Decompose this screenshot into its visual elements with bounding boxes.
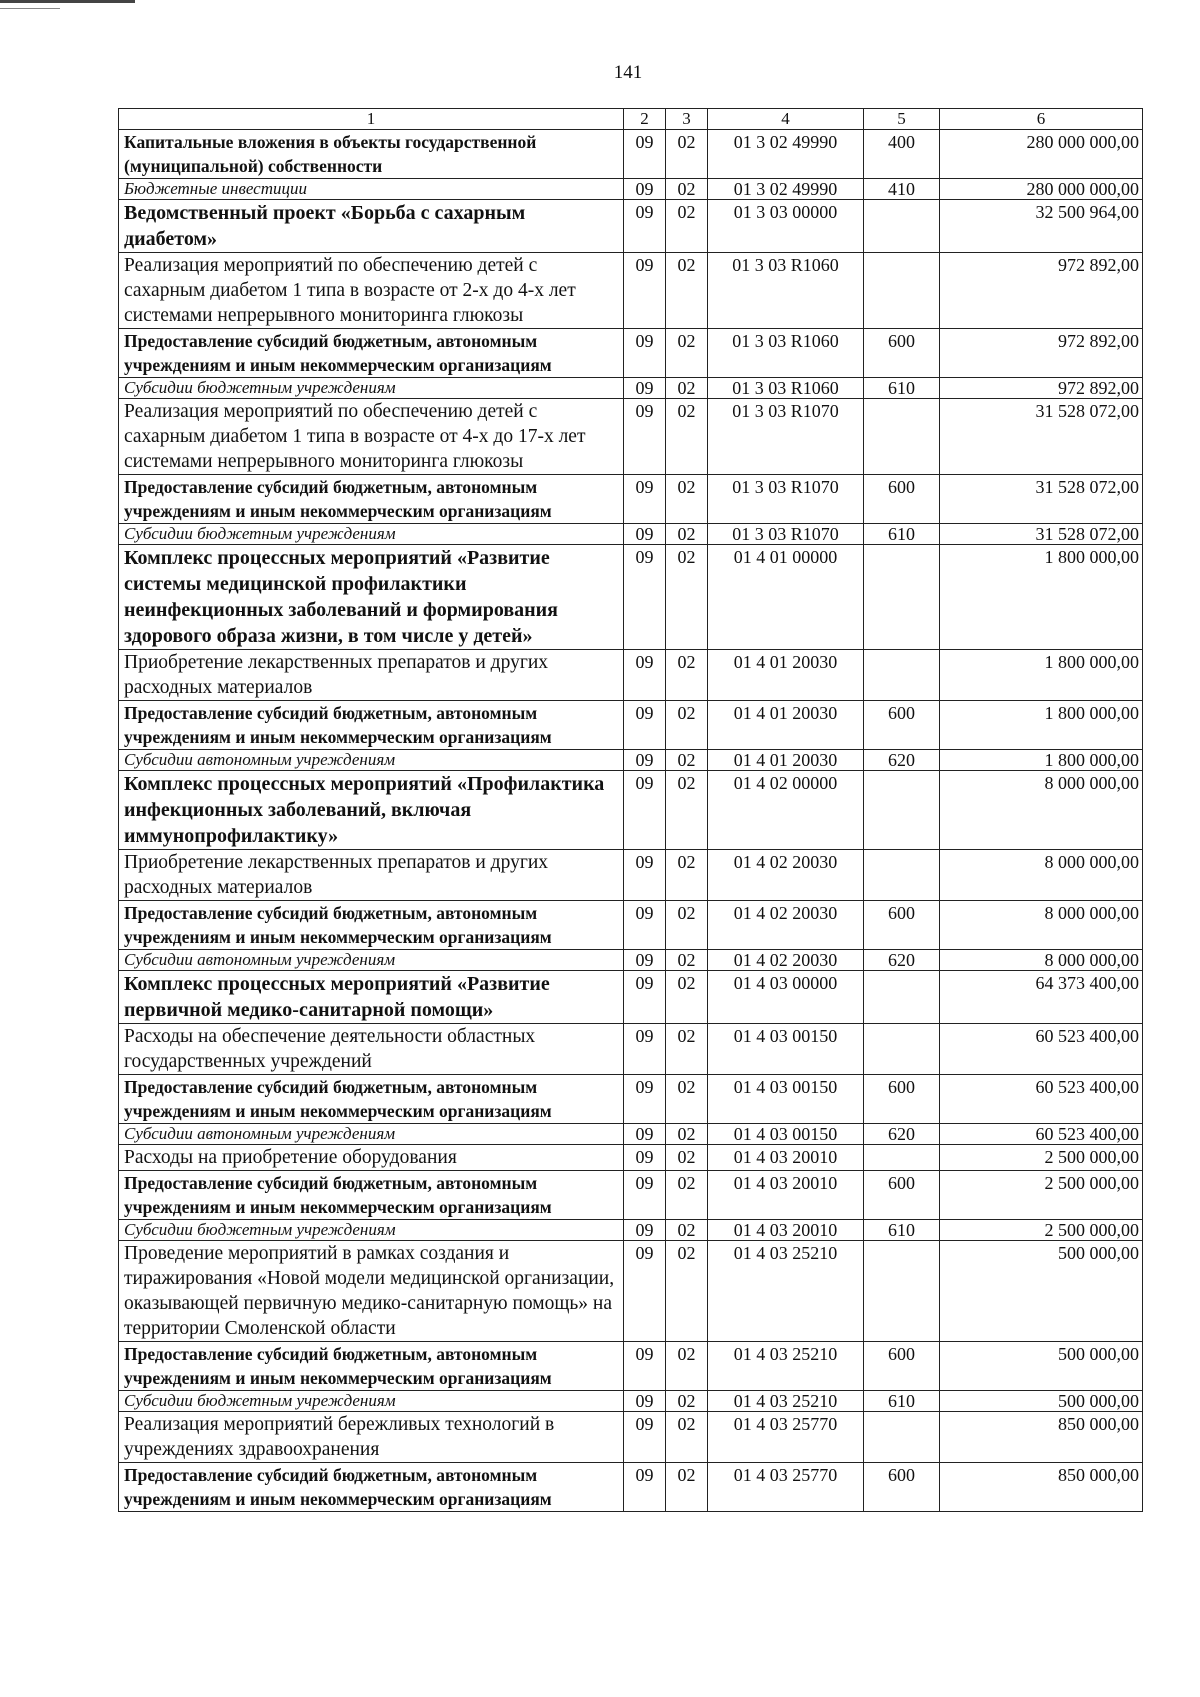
budget-table-body xyxy=(119,109,1143,1512)
subsection-code-cell: 02 xyxy=(666,1391,708,1412)
subsection-code-cell: 02 xyxy=(666,771,708,850)
amount-cell: 500 000,00 xyxy=(940,1391,1143,1412)
header-col-3: 3 xyxy=(666,109,708,130)
target-item-code-cell: 01 4 03 20010 xyxy=(708,1220,864,1241)
section-code-cell: 09 xyxy=(624,650,666,701)
header-col-6: 6 xyxy=(940,109,1143,130)
item-name-cell: Субсидии автономным учреждениям xyxy=(119,1124,624,1145)
section-code-cell: 09 xyxy=(624,1412,666,1463)
table-row xyxy=(119,1075,1143,1124)
item-name-cell: Реализация мероприятий по обеспечению детей с сахарным диабетом 1 типа в возрасте от 2-х до 4-х лет системами непрерывного мониторинга глюкозы xyxy=(119,253,624,329)
target-item-code-cell: 01 3 02 49990 xyxy=(708,130,864,179)
table-row xyxy=(119,1124,1143,1145)
subsection-code-cell: 02 xyxy=(666,1024,708,1075)
table-row xyxy=(119,1145,1143,1171)
subsection-code-cell: 02 xyxy=(666,1412,708,1463)
target-item-code-cell: 01 4 01 20030 xyxy=(708,650,864,701)
table-row xyxy=(119,179,1143,200)
table-row xyxy=(119,378,1143,399)
section-code-cell: 09 xyxy=(624,399,666,475)
amount-cell: 8 000 000,00 xyxy=(940,771,1143,850)
item-name-cell: Комплекс процессных мероприятий «Развитие системы медицинской профилактики неинфекционных заболеваний и формирования здорового образа жизни, в том числе у детей» xyxy=(119,545,624,650)
item-name-cell: Предоставление субсидий бюджетным, автономным учреждениям и иным некоммерческим организациям xyxy=(119,329,624,378)
section-code-cell: 09 xyxy=(624,329,666,378)
section-code-cell: 09 xyxy=(624,1220,666,1241)
target-item-code-cell: 01 4 03 20010 xyxy=(708,1171,864,1220)
item-name-cell: Капитальные вложения в объекты государственной (муниципальной) собственности xyxy=(119,130,624,179)
section-code-cell: 09 xyxy=(624,1463,666,1512)
section-code-cell: 09 xyxy=(624,475,666,524)
section-code-cell: 09 xyxy=(624,545,666,650)
table-row xyxy=(119,1391,1143,1412)
target-item-code-cell: 01 4 02 20030 xyxy=(708,901,864,950)
expense-type-cell xyxy=(864,971,940,1024)
amount-cell: 1 800 000,00 xyxy=(940,650,1143,701)
amount-cell: 2 500 000,00 xyxy=(940,1220,1143,1241)
item-name-cell: Субсидии автономным учреждениям xyxy=(119,750,624,771)
target-item-code-cell: 01 4 03 25210 xyxy=(708,1342,864,1391)
table-row xyxy=(119,253,1143,329)
section-code-cell: 09 xyxy=(624,1391,666,1412)
item-name-cell: Проведение мероприятий в рамках создания и тиражирования «Новой модели медицинской организации, оказывающей первичную медико-санитарную помощь» на территории Смоленской области xyxy=(119,1241,624,1342)
subsection-code-cell: 02 xyxy=(666,971,708,1024)
section-code-cell: 09 xyxy=(624,750,666,771)
subsection-code-cell: 02 xyxy=(666,1145,708,1171)
header-col-1: 1 xyxy=(119,109,624,130)
section-code-cell: 09 xyxy=(624,771,666,850)
expense-type-cell: 620 xyxy=(864,750,940,771)
subsection-code-cell: 02 xyxy=(666,701,708,750)
target-item-code-cell: 01 4 01 20030 xyxy=(708,750,864,771)
expense-type-cell: 600 xyxy=(864,1075,940,1124)
table-row xyxy=(119,1412,1143,1463)
expense-type-cell: 410 xyxy=(864,179,940,200)
item-name-cell: Предоставление субсидий бюджетным, автономным учреждениям и иным некоммерческим организациям xyxy=(119,475,624,524)
expense-type-cell: 600 xyxy=(864,1342,940,1391)
target-item-code-cell: 01 3 03 R1070 xyxy=(708,399,864,475)
item-name-cell: Комплекс процессных мероприятий «Развитие первичной медико-санитарной помощи» xyxy=(119,971,624,1024)
target-item-code-cell: 01 4 03 00150 xyxy=(708,1075,864,1124)
target-item-code-cell: 01 3 03 R1070 xyxy=(708,524,864,545)
amount-cell: 32 500 964,00 xyxy=(940,200,1143,253)
section-code-cell: 09 xyxy=(624,253,666,329)
section-code-cell: 09 xyxy=(624,130,666,179)
expense-type-cell: 610 xyxy=(864,524,940,545)
table-row xyxy=(119,200,1143,253)
table-row xyxy=(119,1220,1143,1241)
table-row xyxy=(119,1241,1143,1342)
section-code-cell: 09 xyxy=(624,1145,666,1171)
item-name-cell: Субсидии бюджетным учреждениям xyxy=(119,1220,624,1241)
table-row xyxy=(119,771,1143,850)
target-item-code-cell: 01 4 03 00150 xyxy=(708,1124,864,1145)
item-name-cell: Предоставление субсидий бюджетным, автономным учреждениям и иным некоммерческим организациям xyxy=(119,1075,624,1124)
expense-type-cell: 600 xyxy=(864,1171,940,1220)
section-code-cell: 09 xyxy=(624,901,666,950)
section-code-cell: 09 xyxy=(624,701,666,750)
amount-cell: 60 523 400,00 xyxy=(940,1124,1143,1145)
subsection-code-cell: 02 xyxy=(666,950,708,971)
amount-cell: 31 528 072,00 xyxy=(940,399,1143,475)
item-name-cell: Реализация мероприятий бережливых технологий в учреждениях здравоохранения xyxy=(119,1412,624,1463)
target-item-code-cell: 01 3 03 R1060 xyxy=(708,253,864,329)
amount-cell: 972 892,00 xyxy=(940,329,1143,378)
item-name-cell: Предоставление субсидий бюджетным, автономным учреждениям и иным некоммерческим организациям xyxy=(119,901,624,950)
expense-type-cell: 600 xyxy=(864,1463,940,1512)
section-code-cell: 09 xyxy=(624,850,666,901)
expense-type-cell: 620 xyxy=(864,1124,940,1145)
expense-type-cell: 600 xyxy=(864,475,940,524)
subsection-code-cell: 02 xyxy=(666,1241,708,1342)
section-code-cell: 09 xyxy=(624,179,666,200)
expense-type-cell xyxy=(864,850,940,901)
subsection-code-cell: 02 xyxy=(666,329,708,378)
amount-cell: 31 528 072,00 xyxy=(940,524,1143,545)
section-code-cell: 09 xyxy=(624,200,666,253)
expense-type-cell xyxy=(864,545,940,650)
item-name-cell: Предоставление субсидий бюджетным, автономным учреждениям и иным некоммерческим организациям xyxy=(119,1171,624,1220)
item-name-cell: Приобретение лекарственных препаратов и других расходных материалов xyxy=(119,650,624,701)
expense-type-cell: 600 xyxy=(864,701,940,750)
target-item-code-cell: 01 3 03 00000 xyxy=(708,200,864,253)
expense-type-cell: 600 xyxy=(864,329,940,378)
subsection-code-cell: 02 xyxy=(666,850,708,901)
item-name-cell: Расходы на приобретение оборудования xyxy=(119,1145,624,1171)
item-name-cell: Субсидии бюджетным учреждениям xyxy=(119,378,624,399)
amount-cell: 280 000 000,00 xyxy=(940,130,1143,179)
section-code-cell: 09 xyxy=(624,950,666,971)
target-item-code-cell: 01 4 03 20010 xyxy=(708,1145,864,1171)
item-name-cell: Субсидии бюджетным учреждениям xyxy=(119,524,624,545)
subsection-code-cell: 02 xyxy=(666,200,708,253)
expense-type-cell: 400 xyxy=(864,130,940,179)
expense-type-cell xyxy=(864,650,940,701)
subsection-code-cell: 02 xyxy=(666,130,708,179)
item-name-cell: Расходы на обеспечение деятельности областных государственных учреждений xyxy=(119,1024,624,1075)
item-name-cell: Приобретение лекарственных препаратов и других расходных материалов xyxy=(119,850,624,901)
subsection-code-cell: 02 xyxy=(666,378,708,399)
item-name-cell: Предоставление субсидий бюджетным, автономным учреждениям и иным некоммерческим организациям xyxy=(119,701,624,750)
table-row xyxy=(119,524,1143,545)
section-code-cell: 09 xyxy=(624,1241,666,1342)
section-code-cell: 09 xyxy=(624,1024,666,1075)
subsection-code-cell: 02 xyxy=(666,750,708,771)
subsection-code-cell: 02 xyxy=(666,179,708,200)
amount-cell: 1 800 000,00 xyxy=(940,545,1143,650)
subsection-code-cell: 02 xyxy=(666,524,708,545)
expense-type-cell: 620 xyxy=(864,950,940,971)
expense-type-cell xyxy=(864,1145,940,1171)
amount-cell: 2 500 000,00 xyxy=(940,1171,1143,1220)
section-code-cell: 09 xyxy=(624,378,666,399)
table-row xyxy=(119,545,1143,650)
expense-type-cell xyxy=(864,1024,940,1075)
amount-cell: 972 892,00 xyxy=(940,253,1143,329)
subsection-code-cell: 02 xyxy=(666,1342,708,1391)
target-item-code-cell: 01 4 02 20030 xyxy=(708,950,864,971)
subsection-code-cell: 02 xyxy=(666,253,708,329)
table-row xyxy=(119,399,1143,475)
item-name-cell: Субсидии бюджетным учреждениям xyxy=(119,1391,624,1412)
expense-type-cell: 610 xyxy=(864,1391,940,1412)
amount-cell: 8 000 000,00 xyxy=(940,901,1143,950)
target-item-code-cell: 01 4 02 00000 xyxy=(708,771,864,850)
table-row xyxy=(119,850,1143,901)
header-col-4: 4 xyxy=(708,109,864,130)
amount-cell: 1 800 000,00 xyxy=(940,750,1143,771)
amount-cell: 8 000 000,00 xyxy=(940,850,1143,901)
item-name-cell: Ведомственный проект «Борьба с сахарным диабетом» xyxy=(119,200,624,253)
amount-cell: 31 528 072,00 xyxy=(940,475,1143,524)
page-number: 141 xyxy=(613,62,643,83)
target-item-code-cell: 01 4 03 00150 xyxy=(708,1024,864,1075)
amount-cell: 60 523 400,00 xyxy=(940,1024,1143,1075)
scan-edge-mark xyxy=(0,8,60,9)
amount-cell: 1 800 000,00 xyxy=(940,701,1143,750)
expense-type-cell xyxy=(864,200,940,253)
amount-cell: 8 000 000,00 xyxy=(940,950,1143,971)
table-row xyxy=(119,971,1143,1024)
item-name-cell: Комплекс процессных мероприятий «Профилактика инфекционных заболеваний, включая иммунопрофилактику» xyxy=(119,771,624,850)
item-name-cell: Субсидии автономным учреждениям xyxy=(119,950,624,971)
section-code-cell: 09 xyxy=(624,1075,666,1124)
amount-cell: 850 000,00 xyxy=(940,1412,1143,1463)
table-row xyxy=(119,750,1143,771)
item-name-cell: Бюджетные инвестиции xyxy=(119,179,624,200)
table-row xyxy=(119,329,1143,378)
amount-cell: 500 000,00 xyxy=(940,1241,1143,1342)
section-code-cell: 09 xyxy=(624,971,666,1024)
expense-type-cell xyxy=(864,1412,940,1463)
table-row xyxy=(119,901,1143,950)
target-item-code-cell: 01 4 03 25210 xyxy=(708,1391,864,1412)
table-row xyxy=(119,650,1143,701)
table-row xyxy=(119,1342,1143,1391)
budget-table xyxy=(118,108,1143,1512)
expense-type-cell xyxy=(864,399,940,475)
expense-type-cell xyxy=(864,253,940,329)
table-row xyxy=(119,950,1143,971)
subsection-code-cell: 02 xyxy=(666,1171,708,1220)
amount-cell: 972 892,00 xyxy=(940,378,1143,399)
target-item-code-cell: 01 3 02 49990 xyxy=(708,179,864,200)
expense-type-cell: 600 xyxy=(864,901,940,950)
target-item-code-cell: 01 4 03 25770 xyxy=(708,1412,864,1463)
target-item-code-cell: 01 4 01 00000 xyxy=(708,545,864,650)
table-row xyxy=(119,1024,1143,1075)
target-item-code-cell: 01 3 03 R1060 xyxy=(708,329,864,378)
header-col-2: 2 xyxy=(624,109,666,130)
target-item-code-cell: 01 4 02 20030 xyxy=(708,850,864,901)
amount-cell: 850 000,00 xyxy=(940,1463,1143,1512)
scan-edge-mark xyxy=(0,0,135,3)
subsection-code-cell: 02 xyxy=(666,901,708,950)
item-name-cell: Предоставление субсидий бюджетным, автономным учреждениям и иным некоммерческим организациям xyxy=(119,1463,624,1512)
target-item-code-cell: 01 4 01 20030 xyxy=(708,701,864,750)
expense-type-cell: 610 xyxy=(864,1220,940,1241)
table-row xyxy=(119,130,1143,179)
expense-type-cell xyxy=(864,1241,940,1342)
table-header-row xyxy=(119,109,1143,130)
table-row xyxy=(119,1463,1143,1512)
amount-cell: 60 523 400,00 xyxy=(940,1075,1143,1124)
subsection-code-cell: 02 xyxy=(666,545,708,650)
amount-cell: 64 373 400,00 xyxy=(940,971,1143,1024)
expense-type-cell: 610 xyxy=(864,378,940,399)
table-row xyxy=(119,701,1143,750)
target-item-code-cell: 01 3 03 R1070 xyxy=(708,475,864,524)
amount-cell: 500 000,00 xyxy=(940,1342,1143,1391)
item-name-cell: Предоставление субсидий бюджетным, автономным учреждениям и иным некоммерческим организациям xyxy=(119,1342,624,1391)
subsection-code-cell: 02 xyxy=(666,650,708,701)
amount-cell: 2 500 000,00 xyxy=(940,1145,1143,1171)
amount-cell: 280 000 000,00 xyxy=(940,179,1143,200)
header-col-5: 5 xyxy=(864,109,940,130)
subsection-code-cell: 02 xyxy=(666,1075,708,1124)
section-code-cell: 09 xyxy=(624,524,666,545)
subsection-code-cell: 02 xyxy=(666,1124,708,1145)
subsection-code-cell: 02 xyxy=(666,399,708,475)
subsection-code-cell: 02 xyxy=(666,475,708,524)
section-code-cell: 09 xyxy=(624,1171,666,1220)
item-name-cell: Реализация мероприятий по обеспечению детей с сахарным диабетом 1 типа в возрасте от 4-х до 17-х лет системами непрерывного мониторинга глюкозы xyxy=(119,399,624,475)
section-code-cell: 09 xyxy=(624,1342,666,1391)
target-item-code-cell: 01 3 03 R1060 xyxy=(708,378,864,399)
subsection-code-cell: 02 xyxy=(666,1220,708,1241)
section-code-cell: 09 xyxy=(624,1124,666,1145)
target-item-code-cell: 01 4 03 25210 xyxy=(708,1241,864,1342)
target-item-code-cell: 01 4 03 00000 xyxy=(708,971,864,1024)
table-row xyxy=(119,1171,1143,1220)
table-row xyxy=(119,475,1143,524)
expense-type-cell xyxy=(864,771,940,850)
subsection-code-cell: 02 xyxy=(666,1463,708,1512)
target-item-code-cell: 01 4 03 25770 xyxy=(708,1463,864,1512)
